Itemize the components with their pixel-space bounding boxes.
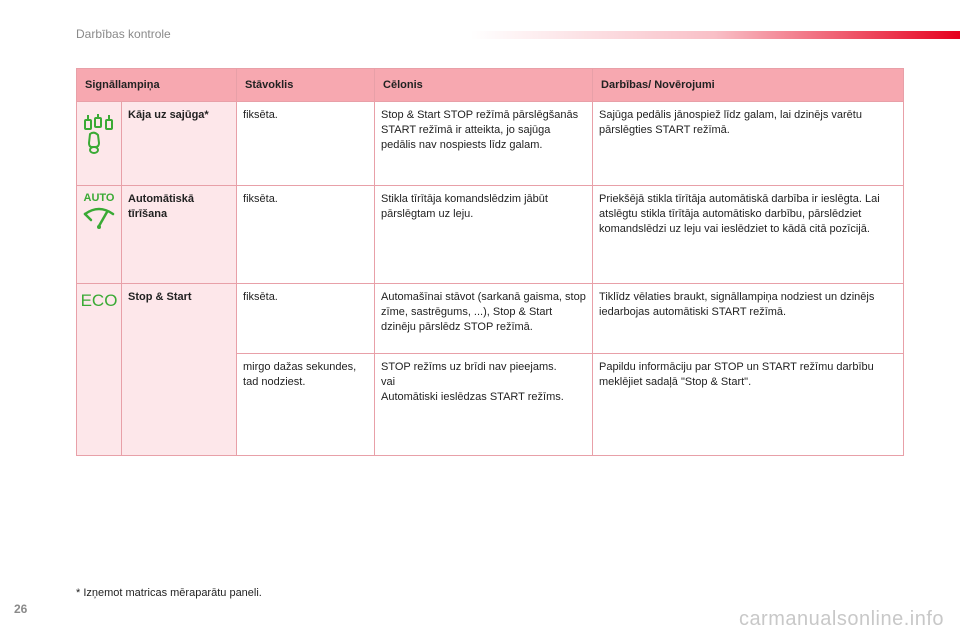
lamp-name: Stop & Start [122, 284, 237, 456]
lamp-state: fiksēta. [237, 284, 375, 354]
lamp-action: Tiklīdz vēlaties braukt, signāllampiņa nodziest un dzinējs iedarbojas automātiski START režīmā. [593, 284, 904, 354]
auto-wiper-icon [80, 190, 118, 232]
lamp-state: fiksēta. [237, 102, 375, 186]
section-title: Darbības kontrole [76, 27, 171, 41]
lamp-state: mirgo dažas sekundes, tad nodziest. [237, 354, 375, 456]
lamp-icon-cell [77, 102, 122, 186]
lamp-cause: Stikla tīrītāja komandslēdzim jābūt pārslēgtam uz leju. [375, 186, 593, 284]
footnote: * Izņemot matricas mēraparātu paneli. [76, 587, 262, 599]
table-row [77, 186, 904, 284]
lamp-action: Priekšējā stikla tīrītāja automātiskā darbība ir ieslēgta. Lai atslēgtu stikla tīrītāja automātisko darbību, pārslēdziet komandslēdzi uz leju vai ieslēdziet to kādā citā pozīcijā. [593, 186, 904, 284]
header-accent-bar [470, 31, 960, 39]
cause-line: Automātiski ieslēdzas START režīms. [381, 391, 564, 403]
table-row [77, 102, 904, 186]
watermark: carmanualsonline.info [738, 608, 944, 630]
lamp-action: Papildu informāciju par STOP un START režīmu darbību meklējiet sadaļā "Stop & Start". [593, 354, 904, 456]
lamp-cause [375, 354, 593, 456]
lamp-icon-cell [77, 284, 122, 456]
clutch-pedal-icon [82, 114, 116, 154]
lamp-icon-cell [77, 186, 122, 284]
page-number: 26 [14, 602, 28, 616]
lamp-state: fiksēta. [237, 186, 375, 284]
lamp-name: Automātiskā tīrīšana [122, 186, 237, 284]
lamp-cause: Stop & Start STOP režīmā pārslēgšanās START režīmā ir atteikta, jo sajūga pedālis nav nospiests līdz galam. [375, 102, 593, 186]
cause-line: vai [381, 376, 396, 388]
svg-text:AUTO: AUTO [83, 192, 115, 204]
column-header-cause: Cēlonis [375, 69, 593, 102]
lamp-action: Sajūga pedālis jānospiež līdz galam, lai dzinējs varētu pārslēgties START režīmā. [593, 102, 904, 186]
lamp-name: Kāja uz sajūga* [122, 102, 237, 186]
cause-line: STOP režīms uz brīdi nav pieejams. [381, 361, 557, 373]
column-header-action: Darbības/ Novērojumi [593, 69, 904, 102]
eco-icon [79, 290, 119, 310]
column-header-state: Stāvoklis [237, 69, 375, 102]
table-header-row [77, 69, 904, 102]
lamp-cause: Automašīnai stāvot (sarkanā gaisma, stop zīme, sastrēgums, ...), Stop & Start dzinēju pārslēdz STOP režīmā. [375, 284, 593, 354]
table-row [77, 284, 904, 354]
column-header-lamp: Signāllampiņa [77, 69, 237, 102]
svg-text:ECO: ECO [80, 291, 118, 310]
warning-lamp-table [76, 68, 904, 456]
